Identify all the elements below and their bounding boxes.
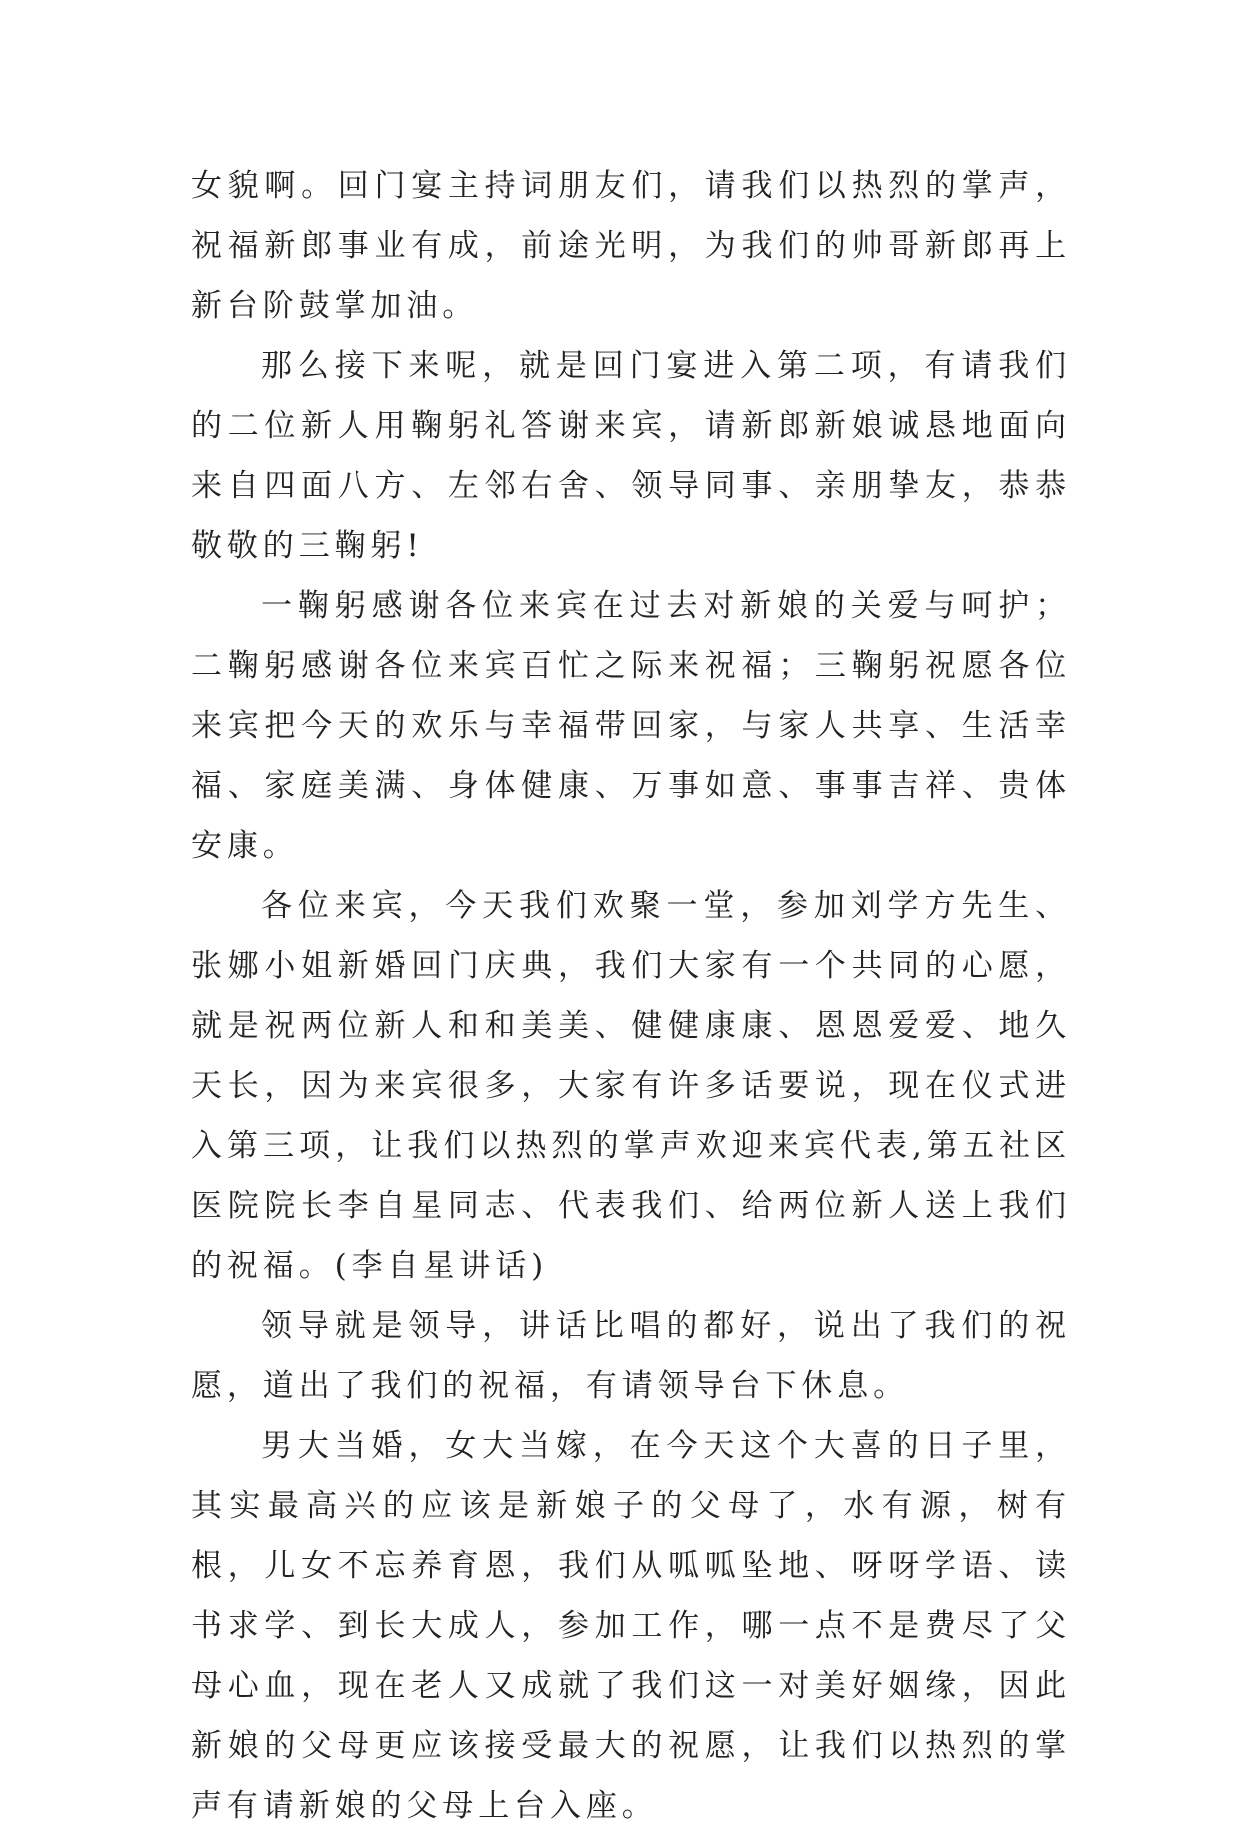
document-body [191, 156, 1071, 1836]
paragraph-parents: 男大当婚，女大当嫁，在今天这个大喜的日子里，其实最高兴的应该是新娘子的父母了，水有源，树有根，儿女不忘养育恩，我们从呱呱坠地、呀呀学语、读书求学、到长大成人，参加工作，哪一点不是费尽了父母心血，现在老人又成就了我们这一对美好姻缘，因此新娘的父母更应该接受最大的祝愿，让我们以热烈的掌声有请新娘的父母上台入座。 [191, 1428, 1071, 1824]
paragraph-guest-speech: 各位来宾，今天我们欢聚一堂，参加刘学方先生、张娜小姐新婚回门庆典，我们大家有一个共同的心愿，就是祝两位新人和和美美、健健康康、恩恩爱爱、地久天长，因为来宾很多，大家有许多话要说，现在仪式进入第三项，让我们以热烈的掌声欢迎来宾代表,第五社区医院院长李自星同志、代表我们、给两位新人送上我们的祝福。(李自星讲话) [191, 888, 1071, 1284]
paragraph-continuation: 女貌啊。回门宴主持词朋友们，请我们以热烈的掌声，祝福新郎事业有成，前途光明，为我们的帅哥新郎再上新台阶鼓掌加油。 [191, 168, 1071, 324]
paragraph-second-item: 那么接下来呢，就是回门宴进入第二项，有请我们的二位新人用鞠躬礼答谢来宾，请新郎新娘诚恳地面向来自四面八方、左邻右舍、领导同事、亲朋挚友，恭恭敬敬的三鞠躬! [191, 348, 1071, 564]
paragraph-three-bows: 一鞠躬感谢各位来宾在过去对新娘的关爱与呵护；二鞠躬感谢各位来宾百忙之际来祝福；三鞠躬祝愿各位来宾把今天的欢乐与幸福带回家，与家人共享、生活幸福、家庭美满、身体健康、万事如意、事事吉祥、贵体安康。 [191, 588, 1071, 864]
paragraph-leader-thanks: 领导就是领导，讲话比唱的都好，说出了我们的祝愿，道出了我们的祝福，有请领导台下休息。 [191, 1308, 1071, 1404]
